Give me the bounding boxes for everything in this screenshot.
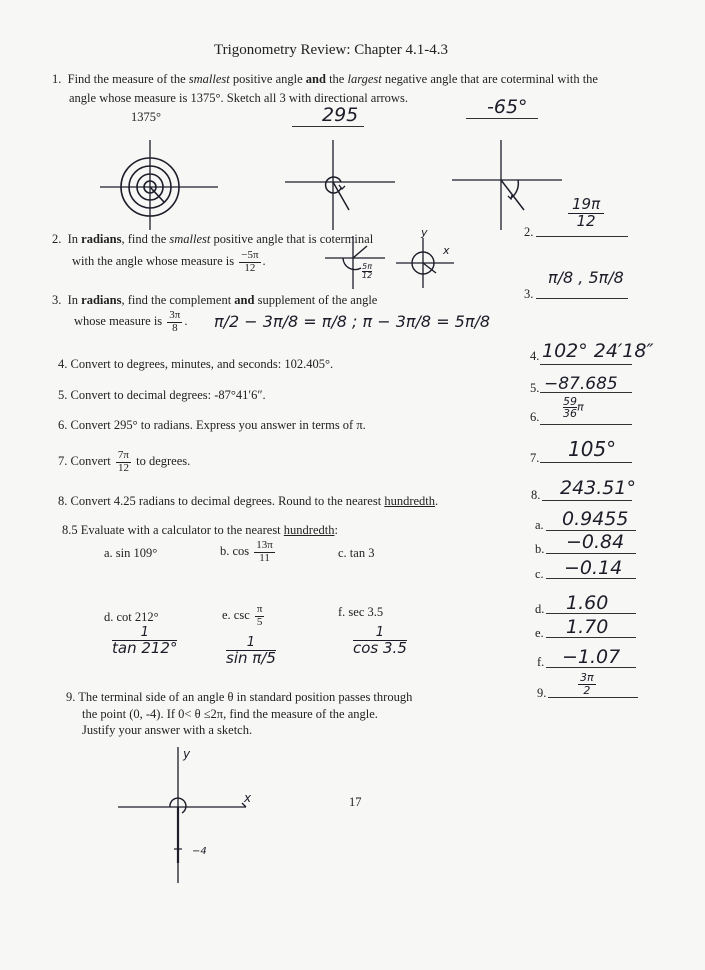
question-3-line-2 [74,310,187,334]
page-number: 17 [349,795,362,809]
answer-blank [466,118,538,119]
q2-work-fraction [362,263,372,280]
denominator: cos 3.5 [353,638,407,657]
fraction [239,250,260,274]
answer-3-number: 3. [524,287,534,301]
part-a: a. sin 109° [104,546,158,560]
negative-angle-sketch [452,140,562,230]
answer-5-number: 5. [530,381,540,395]
text: smallest [169,232,211,246]
question-3-line-1 [52,293,377,308]
answer-d: 1.60 [566,592,609,614]
positive-angle-sketch [285,140,395,230]
part-b [220,540,277,564]
answer-b: −0.84 [566,531,625,553]
part-e [222,604,266,628]
text: smallest [188,72,230,86]
text: negative angle that are coterminal with the [381,72,598,86]
pi: π [577,400,584,414]
answer-a-label: a. [535,518,544,532]
answer-negative-coterminal: -65° [487,96,528,118]
spiral-sketch [100,140,220,230]
sketch-label-1375: 1375° [131,110,161,124]
q9-sketch-point: −4 [192,846,207,857]
answer-2-number: 2. [524,225,534,239]
denominator: 8 [172,321,178,334]
question-5: 5. Convert to decimal degrees: -87°41′6″. [58,388,266,402]
question-9-line-2: the point (0, -4). If 0< θ ≤2π, find the measure of the angle. [82,707,378,721]
q3-work: π/2 − 3π/8 = π/8 ; π − 3π/8 = 5π/8 [214,312,491,331]
text: . [435,494,439,508]
denominator: 12 [362,271,373,280]
text: : [334,523,338,537]
answer-positive-coterminal: 295 [322,104,359,126]
numerator: −5π [241,249,259,261]
fraction [254,540,275,564]
denominator: tan 212° [112,638,178,657]
numerator: 59 [563,395,577,408]
answer-e: 1.70 [566,616,609,638]
answer-blank [540,364,632,365]
answer-e-label: e. [535,626,544,640]
question-8-5 [62,523,338,538]
question-1-line-2: angle whose measure is 1375°. Sketch all 3 with directional arrows. [69,91,408,105]
text: and [305,72,326,86]
sketch-y-label: y [421,226,428,239]
denominator: 12 [117,461,129,474]
fraction [167,310,182,334]
part-f-work [353,626,407,656]
denominator: 2 [583,683,591,697]
fraction [563,396,577,419]
text: and [234,293,255,307]
text: 7. Convert [58,453,111,468]
text: whose measure is [74,313,163,328]
answer-6 [563,396,584,419]
text: hundredth [283,523,335,537]
numerator: 7π [117,449,129,461]
answer-4-number: 4. [530,349,540,363]
text: , find the complement [121,293,235,307]
answer-f: −1.07 [562,646,621,668]
answer-8: 243.51° [560,477,636,499]
numerator: 1 [112,626,177,641]
text: . [262,253,266,268]
page-title: Trigonometry Review: Chapter 4.1-4.3 [214,42,449,58]
numerator: 3π [169,309,181,321]
question-number: 2. [52,232,62,246]
answer-8-number: 8. [531,488,541,502]
question-6: 6. Convert 295° to radians. Express you answer in terms of π. [58,418,366,432]
text: positive angle [229,72,306,86]
part-f: f. sec 3.5 [338,605,384,619]
question-9-line-1: 9. The terminal side of an angle θ in standard position passes through [66,690,413,704]
numerator: 1 [353,626,407,641]
answer-a: 0.9455 [562,508,629,530]
numerator: π [256,603,263,615]
sketch-x-label: x [443,244,450,257]
text: largest [347,72,382,86]
fraction [255,604,265,628]
q2-reference-sketch [396,238,456,288]
answer-blank [546,553,636,554]
answer-d-label: d. [535,602,545,616]
question-8 [58,494,438,509]
answer-blank [548,697,638,698]
numerator: 1 [226,636,276,651]
answer-7: 105° [568,437,617,461]
denominator: 12 [576,211,596,230]
answer-blank [536,298,628,299]
text: b. cos [220,543,250,558]
answer-blank [536,236,628,237]
text: 8.5 Evaluate with a calculator to the nearest [62,523,284,537]
text: In [67,293,82,307]
part-d: d. cot 212° [104,610,159,624]
text: 8. Convert 4.25 radians to decimal degrees. Round to the nearest [58,494,385,508]
text: supplement of the angle [254,293,378,307]
answer-blank [540,462,632,463]
answer-2-fraction [568,197,604,230]
q9-sketch-y: y [183,747,191,761]
text: hundredth [384,494,435,508]
denominator: sin π/5 [226,648,276,667]
part-d-work [112,626,177,656]
denominator: 11 [259,551,270,564]
answer-blank [540,424,632,425]
question-2-line-2 [72,250,266,274]
text: e. csc [222,607,250,622]
text: radians [81,293,122,307]
numerator: 13π [256,539,273,551]
answer-blank [542,500,632,501]
q9-sketch-x: x [244,791,252,805]
answer-3: π/8 , 5π/8 [548,268,624,287]
answer-9-number: 9. [537,686,547,700]
denominator: 5 [256,615,263,628]
answer-c: −0.14 [564,557,623,579]
question-9-line-3: Justify your answer with a sketch. [82,723,253,737]
numerator: 5π [362,262,373,271]
answer-6-number: 6. [530,410,540,424]
text: positive angle that is coterminal [210,232,374,246]
answer-7-number: 7. [530,451,540,465]
text: radians [81,232,122,246]
question-number: 1. [52,72,62,86]
text: to degrees. [136,453,191,468]
text: with the angle whose measure is [72,253,235,268]
answer-9-fraction [578,672,596,696]
q9-sketch [118,745,248,885]
part-e-work [226,636,276,666]
text: , find the [121,232,170,246]
fraction [116,450,131,474]
answer-blank [292,126,364,127]
question-1-line-1 [52,72,598,87]
question-4: 4. Convert to degrees, minutes, and seconds: 102.405°. [58,357,334,371]
text: . [184,313,188,328]
numerator: 19π [568,197,604,214]
denominator: 12 [244,261,256,274]
answer-f-label: f. [537,655,545,669]
text: Find the measure of the [67,72,189,86]
numerator: 3π [580,671,594,684]
question-7 [58,450,190,474]
text: the [325,72,348,86]
answer-c-label: c. [535,567,544,581]
text: In [67,232,82,246]
answer-4: 102° 24′18″ [542,340,654,362]
part-c: c. tan 3 [338,546,375,560]
denominator: 36 [563,407,577,420]
answer-5: −87.685 [544,374,618,394]
answer-b-label: b. [535,542,545,556]
question-number: 3. [52,293,62,307]
